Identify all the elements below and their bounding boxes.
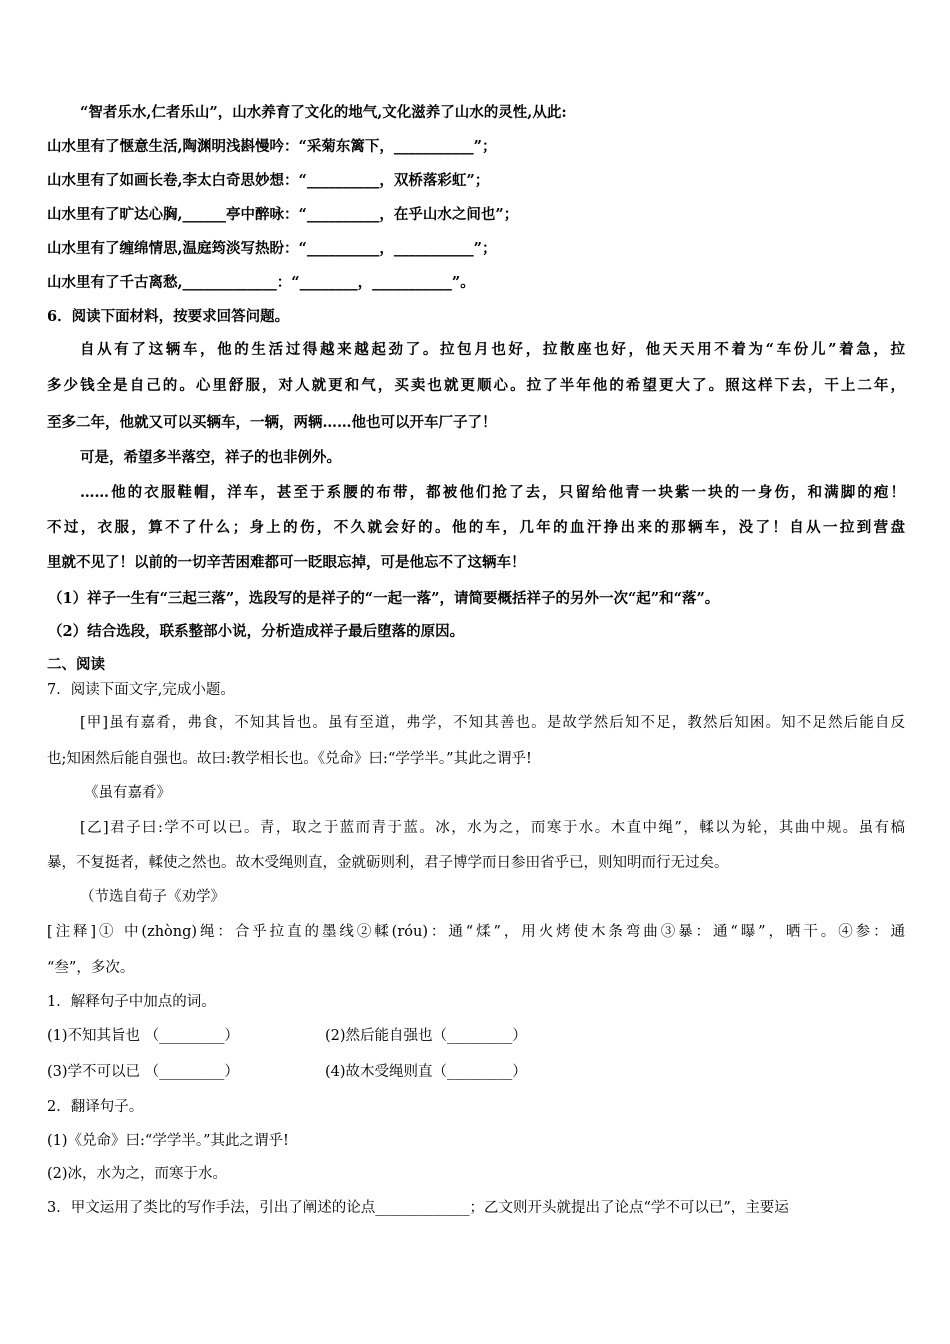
poem-line-3: 山水里有了旷达心胸,______亭中醉咏：“__________，在乎山水之间也”； xyxy=(47,206,519,223)
q6-para3-line1: ……他的衣服鞋帽，洋车，甚至于系腰的布带，都被他们抢了去，只留给他青一块紫一块的一身伤，和满脚的疱！ xyxy=(80,484,905,501)
sq2-item2: (2)冰，水为之，而寒于水。 xyxy=(47,1166,228,1182)
section2-heading: 二、阅读 xyxy=(47,656,105,673)
poem-line-4: 山水里有了缠绵情思,温庭筠淡写热盼：“__________，___________”； xyxy=(47,240,497,257)
q6-para1-line1: 自从有了这辆车，他的生活过得越来越起劲了。拉包月也好，拉散座也好，他天天用不着为“车份儿”着急，拉 xyxy=(80,341,905,358)
sq1-row1 xyxy=(47,1026,905,1046)
poem-line-1: 山水里有了惬意生活,陶渊明浅斟慢吟：“采菊东篱下，___________”； xyxy=(47,138,497,155)
q6-para3-line2: 不过，衣服，算不了什么；身上的伤，不久就会好的。他的车，几年的血汗挣出来的那辆车，没了！自从一拉到营盘 xyxy=(47,519,905,536)
sq3: 3．甲文运用了类比的写作手法，引出了阐述的论点_____________；乙文则开头就提出了论点“学不可以已”，主要运 xyxy=(47,1200,789,1216)
sq1-row2 xyxy=(47,1062,905,1082)
jia-line1: [甲]虽有嘉肴，弗食，不知其旨也。虽有至道，弗学，不知其善也。是故学然后知不足，教然后知困。知不足然后能自反 xyxy=(80,715,905,731)
q6-para3-line3: 里就不见了！以前的一切辛苦困难都可一眨眼忘掉，可是他忘不了这辆车！ xyxy=(47,554,526,571)
jia-source: 《虽有嘉肴》 xyxy=(84,785,171,801)
note-line2: “叁”，多次。 xyxy=(47,960,135,976)
poem-line-2: 山水里有了如画长卷,李太白奇思妙想：“__________，双桥落彩虹”； xyxy=(47,172,490,189)
q6-para1-line2: 多少钱全是自己的。心里舒服，对人就更和气，买卖也就更顺心。拉了半年他的希望更大了。照这样下去，干上二年， xyxy=(47,377,905,394)
q6-sub2: （2）结合选段，联系整部小说，分析造成祥子最后堕落的原因。 xyxy=(48,623,465,640)
sq2-title: 2．翻译句子。 xyxy=(47,1099,144,1115)
poem-line-5: 山水里有了千古离愁,_____________：“________，___________”。 xyxy=(47,274,475,291)
sq1-item1: (1)不知其旨也 （_________） xyxy=(47,1028,239,1044)
poem-intro: “智者乐水,仁者乐山”，山水养育了文化的地气,文化滋养了山水的灵性,从此: xyxy=(80,104,567,121)
q6-para2: 可是，希望多半落空，祥子的也非例外。 xyxy=(80,449,341,466)
yi-source: （节选自荀子《劝学》 xyxy=(80,889,225,905)
sq1-title: 1．解释句子中加点的词。 xyxy=(47,994,216,1010)
q6-para1-line3: 至多二年，他就又可以买辆车，一辆，两辆……他也可以开车厂子了！ xyxy=(47,414,497,431)
yi-line2: 暴，不复挺者，輮使之然也。故木受绳则直，金就砺则利，君子博学而日参田省乎已，则知明而行无过矣。 xyxy=(47,855,729,871)
sq1-item4: (4)故木受绳则直（_________） xyxy=(325,1064,527,1080)
sq1-item2: (2)然后能自强也（_________） xyxy=(325,1028,527,1044)
note-line1: [注释]① 中(zhòng)绳：合乎拉直的墨线②輮(róu)：通“煣”，用火烤使木条弯曲③暴：通“曝”，晒干。④参：通 xyxy=(47,924,905,940)
q6-title: 6．阅读下面材料，按要求回答问题。 xyxy=(47,308,290,325)
q7-title: 7．阅读下面文字,完成小题。 xyxy=(47,682,235,698)
q6-sub1: （1）祥子一生有“三起三落”，选段写的是祥子的“一起一落”，请简要概括祥子的另外一次“起”和“落”。 xyxy=(48,590,720,607)
sq1-item3: (3)学不可以已 （_________） xyxy=(47,1064,239,1080)
jia-line2: 也;知困然后能自强也。故曰:教学相长也。《兑命》曰:“学学半。”其此之谓乎! xyxy=(47,751,532,767)
sq2-item1: (1)《兑命》曰:“学学半。”其此之谓乎! xyxy=(47,1133,289,1149)
yi-line1: [乙]君子曰:学不可以已。青，取之于蓝而青于蓝。冰，水为之，而寒于水。木直中绳”，輮以为轮，其曲中规。虽有槁 xyxy=(80,820,905,836)
